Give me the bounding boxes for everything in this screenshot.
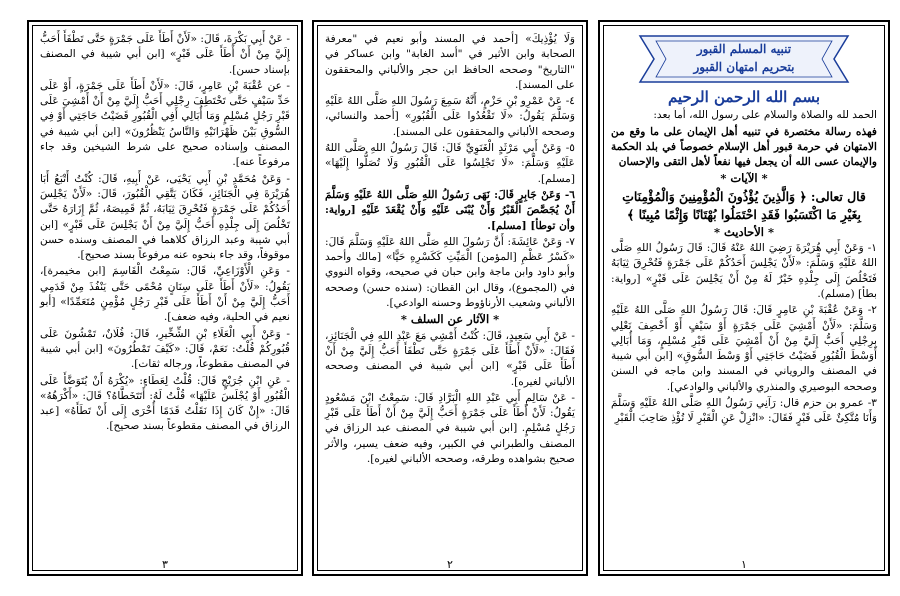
hadith-4: ٤- عَنْ عَمْرِو بْنِ حَزْمٍ، أَنَّهُ سَمِعَ رَسُولَ اللهِ صَلَّى اللهُ عَلَيْهِ وَسَلَّمَ يَقُولُ: «لَا تَقْعُدُوا عَلَى الْقُبُورِ» [أحمد والنسائي، وصححه الألباني والمحققون على المسند]. [325,95,575,138]
ayat-heading: * الآيات * [720,171,768,186]
athar-4: - عن عُقْبَةَ بْنِ عَامِرٍ، قَالَ: «لَأَنْ أَطَأَ عَلَى جَمْرَةٍ، أَوْ عَلَى حَدِّ سَيْفٍ حَتَّى تَخْتَطِفَ رِجْلِي أَحَبُّ إِلَيَّ مِنْ أَنْ أَمْشِيَ عَلَى قَبْرِ رَجُلٍ مُسْلِمٍ وَمَا أُبَالِي أَفِي الْقُبُورِ قَضَيْتُ حَاجَتِي أَوْ فِي السُّوقِ بَيْنَ ظَهْرَانَيْهِ وَالنَّاسُ يَنْظُرُونَ» [ابن أبي شيبة في المصنف وإسناده صحيح على شرط الشيخين وقد جاء مرفوعاً عنه]. [40,79,290,169]
hadith-6: ٦- وَعَنْ جَابِرٍ قَالَ: نَهَى رَسُولُ اللهِ صَلَّى اللهُ عَلَيْهِ وَسَلَّمَ أَنْ يُجَصَّصَ الْقَبْرُ وَأَنْ يُبْنَى عَلَيْهِ وَأَنْ يُقْعَدَ عَلَيْهِ [رواية: وأن توطأ] [مسلم]. [325,188,575,232]
page-1-panel [598,20,890,576]
hadith-1: ١- وَعَنْ أَبِي هُرَيْرَةَ رَضِيَ اللهُ عَنْهُ قَالَ: قَالَ رَسُولُ اللهِ صَلَّى اللهُ عَلَيْهِ وَسَلَّمَ: «لَأَنْ يَجْلِسَ أَحَدُكُمْ عَلَى جَمْرَةٍ فَتُحْرِقَ ثِيَابَهُ فَتَخْلُصَ إِلَى جِلْدِهِ خَيْرٌ لَهُ مِنْ أَنْ يَجْلِسَ عَلَى قَبْرٍ» [رواية: بطأ] (مسلم). [611,242,877,300]
athar-7: - وَعَنْ أَبِي الْعَلَاءِ بْنِ الشِّخِّيرِ، قَالَ: فُلَانٌ، تَمْشُونَ عَلَى قُبُورِكُمْ قُلْتُ: نَعَمْ، قَالَ: «كَيْفَ تَمْطُرُونَ» [ابن أبي شيبة في المصنف مقطوعاً، ورجاله ثقات]. [40,327,290,371]
hadith-3-continued: وَلَا يُؤْذِيكَ» [أحمد في المسند وأبو نعيم في "معرفة الصحابة وابن الأثير في "أسد الغابة" وابن عساكر في "التاريخ" وصححه الحافظ ابن حجر والألباني والمحققون على المسند]. [325,33,575,91]
athar-5: - وَعَنْ مُحَمَّدِ بْنِ أَبِي يَحْيَى، عَنْ أَبِيهِ، قَالَ: كُنْتُ أَتْبَعُ أَبَا هُرَيْرَةَ فِي الْجَنَائِزِ، فَكَانَ يَتَّقِي الْقُبُورَ، قَالَ: «لَأَنْ يَجْلِسَ أَحَدُكُمْ عَلَى جَمْرَةٍ فَتُحْرِقَ ثِيَابَهُ، ثُمَّ قَمِيصَهُ، ثُمَّ إِزَارَهُ حَتَّى تَخْلُصَ إِلَى جِلْدِهِ أَحَبُّ إِلَيَّ مِنْ أَنْ يَجْلِسَ عَلَى قَبْرٍ» [ابن أبي شيبة وعبد الرزاق كلاهما في المصنف وسنده حسن موقوفاً، وقد جاء بنحوه عنه مرفوعاً بسند صحيح]. [40,172,290,262]
athar-6: - وَعَنِ الْأَوْزَاعِيِّ، قَالَ: سَمِعْتُ الْقَاسِمَ [ابن مخيمرة]، يَقُولُ: «لَأَنْ أَطَأَ عَلَى سِنَانٍ مُحْمًى حَتَّى يَنْفُذَ مِنْ قَدَمِي أَحَبُّ إِلَيَّ مِنْ أَنْ أَطَأَ عَلَى قَبْرِ رَجُلٍ مُؤْمِنٍ مُتَعَمِّدًا» [أبو نعيم في الحلية، وفيه ضعف]. [40,265,290,324]
athar-2: - عَنْ سَالِمٍ أَبِي عَبْدِ اللهِ الْبَرَّادِ قَالَ: سَمِعْتُ ابْنَ مَسْعُودٍ يَقُولُ: لَأَنْ أَطَأَ عَلَى جَمْرَةٍ أَحَبُّ إِلَيَّ مِنْ أَنْ أَطَأَ عَلَى قَبْرِ رَجُلٍ مُسْلِمٍ. [ابن أبي شيبة في المصنف عبد الرزاق في المصنف والطبراني في الكبير، وفيه ضعف يسير، والأثر صحيح بشواهده وطرقه، وصححه الألباني لغيره]. [325,391,575,466]
title-line-1: تنبيه المسلم القبور [696,42,792,56]
athar-3: - عَنْ أَبِي بَكْرَةَ، قَالَ: «لَأَنْ أَطَأَ عَلَى جَمْرَةٍ حَتَّى تَطْفَأَ أَحَبُّ إِلَيَّ مِنْ أَنْ أَطَأَ عَلَى قَبْرٍ» [ابن أبي شيبة في المصنف بإسناد حسن]. [40,33,290,76]
athar-1: - عَنْ أَبِي سَعِيدٍ، قَالَ: كُنْتُ أَمْشِي مَعَ عَبْدِ اللهِ فِي الْجَنَائِزِ، فَقَالَ: «لَأَنْ أَطَأَ عَلَى جَمْرَةٍ حَتَّى تَطْفَأَ أَحَبُّ إِلَيَّ مِنْ أَنْ أَطَأَ عَلَى قَبْرٍ» [ابن أبي شيبة في المصنف وصححه الألباني لغيره]. [325,329,575,388]
hadith-3: ٣- عمرو بن حزم قال: رَآنِي رَسُولُ اللهِ صَلَّى اللهُ عَلَيْهِ وَسَلَّمَ وَأَنَا مُتَّكِئٌ عَلَى قَبْرٍ فَقَالَ: «انْزِلْ عَنِ الْقَبْرِ لَا تُؤْذِ صَاحِبَ الْقَبْرِ [611,397,877,425]
page-2-panel [312,20,588,576]
hadith-2: ٢- وَعَنْ عُقْبَةَ بْنِ عَامِرٍ قَالَ: قَالَ رَسُولُ اللهِ صَلَّى اللهُ عَلَيْهِ وَسَلَّمَ: «لَأَنْ أَمْشِيَ عَلَى جَمْرَةٍ أَوْ سَيْفٍ أَوْ أَخْصِفَ نَعْلِي بِرِجْلِي أَحَبُّ إِلَيَّ مِنْ أَنْ أَمْشِيَ عَلَى قَبْرِ مُسْلِمٍ، وَمَا أُبَالِي أَوَسْطَ الْقُبُورِ قَضَيْتُ حَاجَتِي أَوْ وَسْطَ السُّوقِ» [ابن أبي شيبة في المصنف والروياني في المسند وابن ماجه في السنن وصححه البوصيري والمنذري والألباني والوادعي]. [611,304,877,393]
page-3-panel [27,20,303,576]
intro-paragraph: فهذه رسالة مختصرة في تنبيه أهل الإيمان على ما وقع من الامتهان في حرمة قبور أهل الإسلام خصوصاً في بلد الحكمة والإيمان عسى الله أن يجعل فيها نفعاً لأهل التقى والإحسان [611,125,877,169]
title-line-2: بتحريم امتهان القبور [693,60,795,74]
page-number: ٣ [162,558,168,571]
hadith-5: ٥- وَعَنْ أَبِي مَرْثَدٍ الْغَنَوِيِّ قَالَ: قَالَ رَسُولُ اللهِ صَلَّى اللهُ عَلَيْهِ وَسَلَّمَ: «لَا تَجْلِسُوا عَلَى الْقُبُورِ وَلَا تُصَلُّوا إِلَيْهَا» [مسلم]. [325,142,575,185]
title-banner [634,32,854,86]
athar-8: - عَنِ ابْنِ جُرَيْجٍ قَالَ: قُلْتُ لِعَطَاءٍ: «يُكْرَهُ أَنْ يُتَوَضَّأَ عَلَى الْقُبُورِ أَوْ يُجْلَسَ عَلَيْهَا» قُلْتُ لَهُ: أَتَتَخَطَّاهُ؟ قَالَ: «أَكْرَهُهُ» قَالَ: «إِنْ كَانَ إِذَا نَقَلْتُ قَدَمًا أُخْرَى إِلَى أَنْ تَطَأَهُ» [عبد الرزاق في المصنف مقطوعاً بسند صحيح]. [40,374,290,433]
athar-heading: * الآثار عن السلف * [400,312,500,327]
hadith-7: ٧- وَعَنْ عَائِشَةَ: أَنَّ رَسُولَ اللهِ صَلَّى اللهُ عَلَيْهِ وَسَلَّمَ قَالَ: «كَسْرُ عَظْمِ [المؤمن] الْمَيِّتِ كَكَسْرِهِ حَيًّا» [مالك وأحمد وأبو داود وابن ماجة وابن حبان في صحيحه، وقواه النووي في (المجموع)، وقال ابن القطان: (سنده حسن) وصححه الألباني وشعيب الأرناؤوط وحسنه الوادعي]. [325,235,575,310]
basmala: بسم الله الرحمن الرحيم [667,88,821,106]
intro-text: الحمد لله والصلاة والسلام على رسول الله، أما بعد: [653,109,877,122]
banner-frame-icon [634,32,854,86]
page-number: ٢ [447,558,453,571]
hadith-heading: * الأحاديث * [713,224,774,239]
quran-verse: قال تعالى: ﴿ وَالَّذِينَ يُؤْذُونَ الْمُؤْمِنِينَ وَالْمُؤْمِنَاتِ بِغَيْرِ مَا اكْتَسَبُوا فَقَدِ احْتَمَلُوا بُهْتَانًا وَإِثْمًا مُبِينًا ﴾ [622,188,866,222]
page-number: ١ [741,558,747,571]
